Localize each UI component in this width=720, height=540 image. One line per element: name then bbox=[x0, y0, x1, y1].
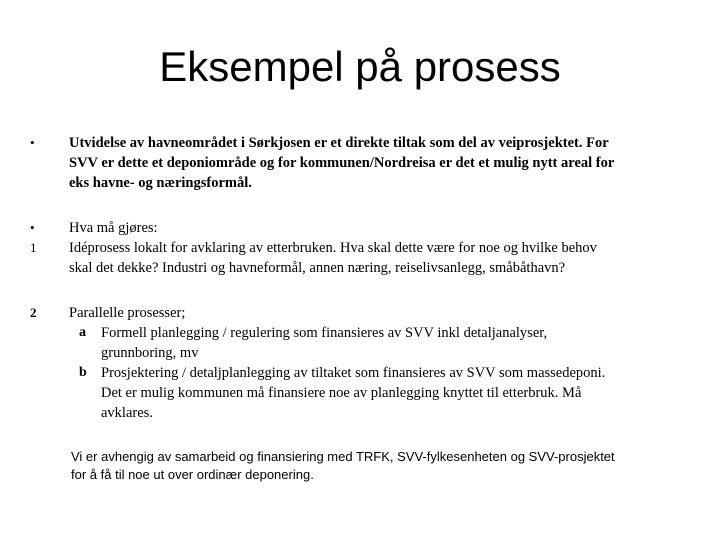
footer-note bbox=[71, 448, 691, 484]
text-line: grunnboring, mv bbox=[101, 345, 199, 361]
numbered-heading: Parallelle prosesser; bbox=[69, 305, 186, 321]
sub-marker: a bbox=[79, 325, 86, 340]
bullet-marker: • bbox=[30, 135, 35, 150]
numbered-item-2 bbox=[0, 303, 700, 423]
bullet-text bbox=[69, 133, 700, 193]
sub-item-b bbox=[0, 363, 700, 423]
sub-item-a bbox=[0, 323, 700, 363]
text-line: avklares. bbox=[101, 405, 153, 421]
text-line: for å få til noe ut over ordinær deponering. bbox=[71, 467, 314, 482]
sub-marker: b bbox=[79, 365, 87, 380]
bullet-row bbox=[0, 218, 700, 238]
bullet-item-1 bbox=[0, 133, 700, 193]
slide-title: Eksempel på prosess bbox=[159, 43, 561, 90]
text-line: Det er mulig kommunen må finansiere noe av planlegging knyttet til etterbruk. Må bbox=[101, 385, 582, 401]
numbered-row bbox=[0, 303, 700, 323]
bullet-item-2 bbox=[0, 218, 700, 278]
number-marker: 2 bbox=[30, 305, 37, 320]
text-line: Idéprosess lokalt for avklaring av etterbruken. Hva skal dette være for noe og hvilke behov bbox=[69, 240, 597, 256]
bullet-row bbox=[0, 133, 700, 193]
text-line: eks havne- og næringsformål. bbox=[69, 175, 252, 191]
bullet-heading: Hva må gjøres: bbox=[69, 220, 158, 236]
text-line: Utvidelse av havneområdet i Sørkjosen er et direkte tiltak som del av veiprosjektet. For bbox=[69, 135, 609, 151]
number-marker: 1 bbox=[30, 240, 37, 255]
text-line: Vi er avhengig av samarbeid og finansiering med TRFK, SVV-fylkesenheten og SVV-prosjektet bbox=[71, 449, 615, 464]
numbered-text bbox=[69, 238, 700, 278]
text-line: skal det dekke? Industri og havneformål, annen næring, reiselivsanlegg, småbåthavn? bbox=[69, 260, 566, 276]
bullet-marker: • bbox=[30, 220, 35, 235]
text-line: SVV er dette et deponiområde og for kommunen/Nordreisa er det et mulig nytt areal for bbox=[69, 155, 615, 171]
numbered-row bbox=[0, 238, 700, 278]
text-line: Prosjektering / detaljplanlegging av tiltaket som finansieres av SVV som massedeponi. bbox=[101, 365, 606, 381]
text-line: Formell planlegging / regulering som finansieres av SVV inkl detaljanalyser, bbox=[101, 325, 548, 341]
